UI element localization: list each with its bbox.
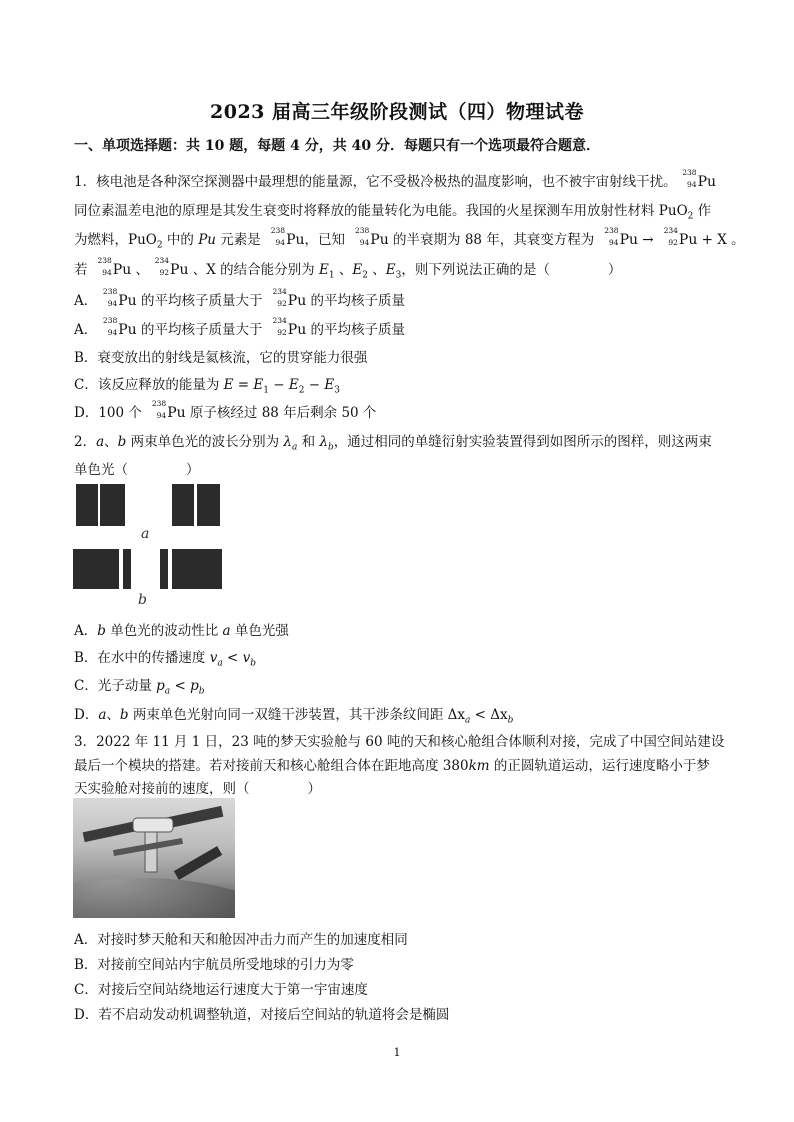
q1-option-a-repeat: A． 238 94 Pu 的平均核子质量大于 234 92 Pu 的平均核子质量 xyxy=(74,316,406,338)
fringe-bar xyxy=(76,484,98,526)
q1-line-2: 同位素温差电池的原理是其发生衰变时将释放的能量转化为电能。我国的火星探测车用放射性材料 PuO$_2$ 作 xyxy=(74,203,712,222)
q3-line-2: 最后一个模块的搭建。若对接前天和核心舱组合体在距地高度 380km 的正圆轨道运动，运行速度略小于梦 xyxy=(74,758,710,774)
exam-title: 2023 届高三年级阶段测试（四）物理试卷 xyxy=(210,101,584,123)
figure-label-a: a xyxy=(141,526,150,542)
q1-line-3: 为燃料，PuO$_2$ 中的 Pu 元素是 238 94 Pu，已知 238 94 Pu 的半衰期为 88 年，其衰变方程为 238 94 Pu → 234 92 Pu + X 。 xyxy=(74,226,745,251)
q3-option-c: C．对接后空间站绕地运行速度大于第一宇宙速度 xyxy=(74,982,368,998)
q3-option-d: D．若不启动发动机调整轨道，对接后空间站的轨道将会是椭圆 xyxy=(74,1007,450,1023)
page-number: 1 xyxy=(393,1046,401,1059)
fringe-bar xyxy=(100,484,125,526)
q2-option-a: A．b 单色光的波动性比 a 单色光强 xyxy=(74,623,289,639)
isotope-pu238: 238 94 xyxy=(682,168,697,189)
q1-option-d: D．100 个 238 94 Pu 原子核经过 88 年后剩余 50 个 xyxy=(74,399,377,421)
fringe-bar xyxy=(160,549,168,589)
fringe-bar xyxy=(73,549,119,589)
q2-line-2: 单色光（ ） xyxy=(74,462,200,478)
q1-line-1: 1．核电池是各种深空探测器中最理想的能量源，它不受极冷极热的温度影响，也不被宇宙射线干扰。 238 94 Pu xyxy=(74,168,717,190)
q1-line-4: 若 238 94 Pu 、 234 92 Pu 、X 的结合能分别为 $E_1$ 、$E_2$ 、$E_3$，则下列说法正确的是（ ） xyxy=(74,256,622,281)
figure-label-b: b xyxy=(138,592,147,608)
q1-option-c: C．该反应释放的能量为 $E = E_1 - E_2 - E_3$ xyxy=(74,377,340,396)
q3-line-1: 3．2022 年 11 月 1 日，23 吨的梦天实验舱与 60 吨的天和核心舱组合体顺利对接，完成了中国空间站建设 xyxy=(74,734,725,750)
section-heading: 一、单项选择题：共 10 题，每题 4 分，共 40 分．每题只有一个选项最符合题意． xyxy=(74,138,600,154)
fringe-bar xyxy=(172,484,194,526)
q2-option-b: B．在水中的传播速度 $v_a < v_b$ xyxy=(74,650,257,669)
q3-option-b: B．对接前空间站内宇航员所受地球的引力为零 xyxy=(74,957,354,973)
fringe-bar xyxy=(123,549,131,589)
q3-line-3: 天实验舱对接前的速度，则（ ） xyxy=(74,781,321,797)
space-station-illustration xyxy=(73,798,235,918)
q3-option-a: A．对接时梦天舱和天和舱因冲击力而产生的加速度相同 xyxy=(74,932,408,948)
q1-option-b: B．衰变放出的射线是氦核流，它的贯穿能力很强 xyxy=(74,350,368,366)
fringe-bar xyxy=(172,549,222,589)
q2-line-1: 2．a、b 两束单色光的波长分别为 $\lambda_a$ 和 $\lambda_b$，通过相同的单缝衍射实验装置得到如图所示的图样，则这两束 xyxy=(74,434,712,453)
q2-option-d: D．a、b 两束单色光射向同一双缝干涉装置，其干涉条纹间距 $\Delta x_a < \Delta x_b$ xyxy=(74,707,514,726)
space-station-photo xyxy=(73,798,235,918)
q1-option-a: A． 238 94 Pu 的平均核子质量大于 234 92 Pu 的平均核子质量 xyxy=(74,287,406,309)
q2-option-c: C．光子动量 $p_a < p_b$ xyxy=(74,678,205,697)
fringe-bar xyxy=(197,484,220,526)
